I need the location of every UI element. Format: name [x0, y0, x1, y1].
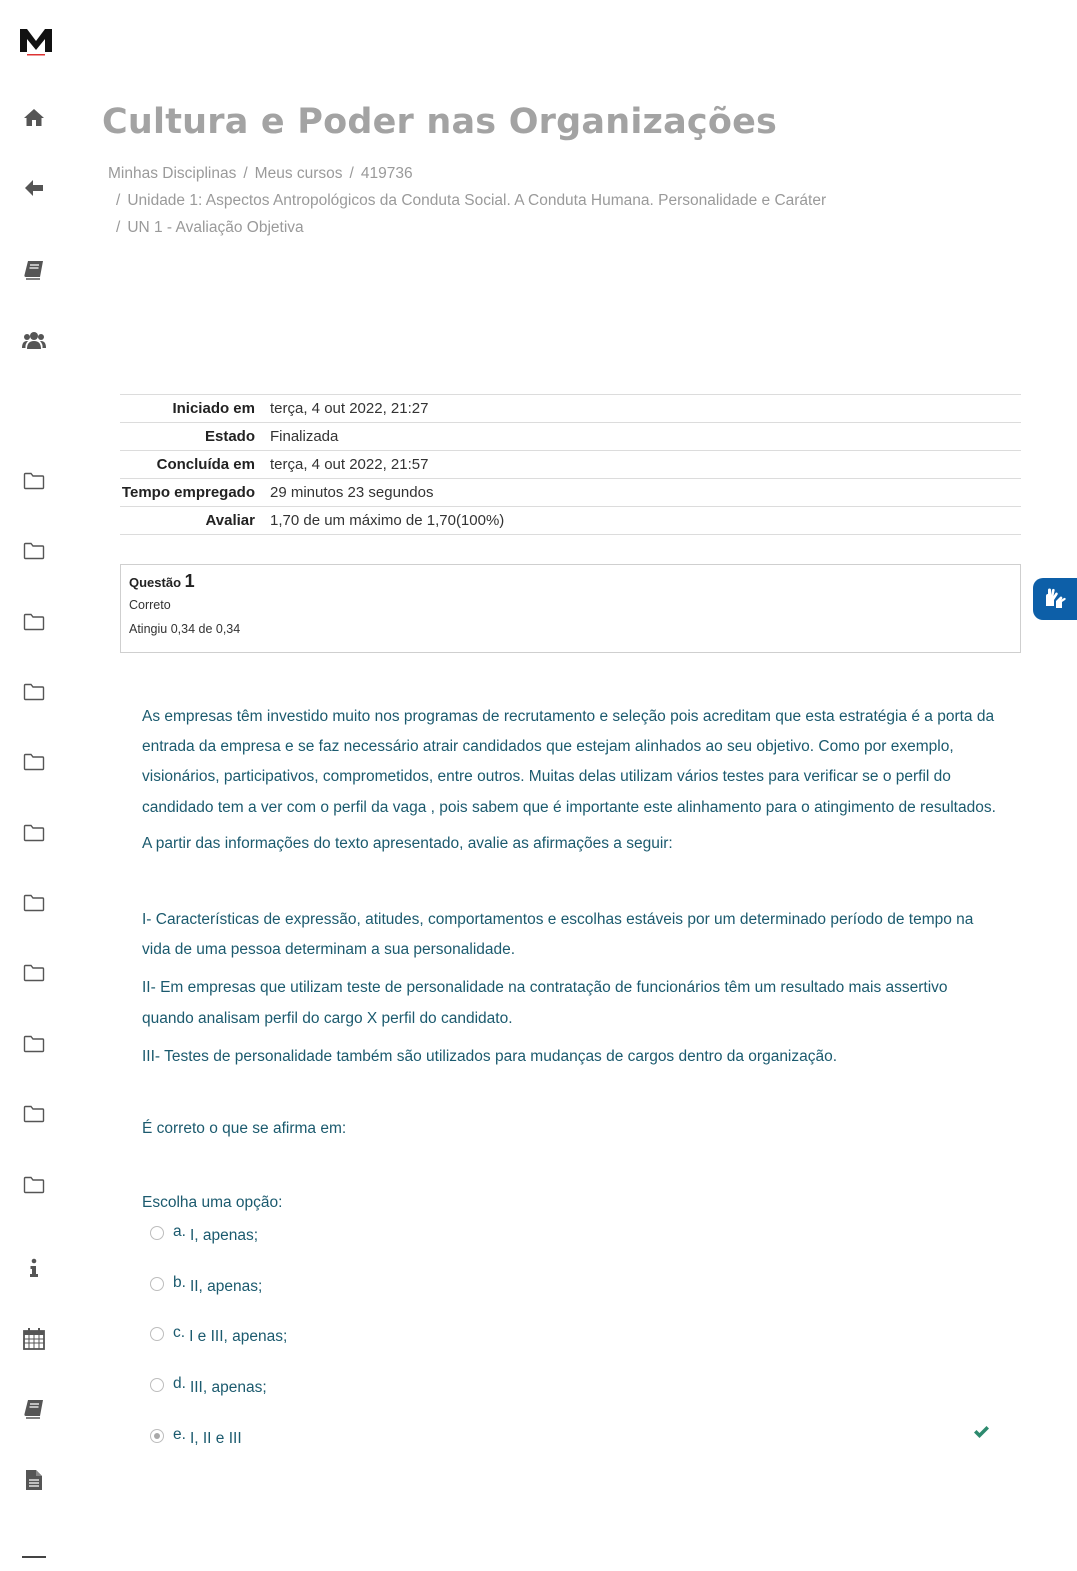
question-text	[142, 702, 1002, 1144]
question-info-box	[120, 564, 1021, 653]
statement-iii: III- Testes de personalidade também são utilizados para mudanças de cargos dentro da organização.	[142, 1047, 838, 1065]
option-letter: d.	[173, 1375, 186, 1392]
folder-icon[interactable]	[22, 892, 46, 914]
option-letter: b.	[173, 1274, 186, 1291]
folder-icon[interactable]	[22, 540, 46, 562]
summary-row-completed	[120, 451, 1021, 479]
summary-value: Finalizada	[270, 428, 339, 445]
option-text: I e III, apenas;	[189, 1328, 288, 1345]
summary-value: 29 minutos 23 segundos	[270, 484, 434, 501]
summary-label: Estado	[204, 428, 255, 445]
breadcrumb-separator: /	[116, 192, 121, 209]
breadcrumb-avaliacao[interactable]: UN 1 - Avaliação Objetiva	[127, 219, 304, 236]
question-number	[129, 571, 1012, 592]
back-arrow-icon[interactable]	[22, 177, 46, 199]
option-text: III, apenas;	[189, 1379, 267, 1396]
summary-row-grade	[120, 507, 1021, 535]
breadcrumb-separator: /	[116, 219, 121, 236]
question-label: Questão	[129, 575, 182, 590]
breadcrumb	[108, 160, 826, 241]
choose-option-label: Escolha uma opção:	[142, 1194, 283, 1211]
radio-button[interactable]	[150, 1378, 164, 1392]
folder-icon[interactable]	[22, 470, 46, 492]
book-icon[interactable]	[22, 259, 46, 281]
statement-i: I- Características de expressão, atitudes, comportamentos e escolhas estáveis por um determinado período de tempo na vida de uma pessoa determinam a sua personalidade.	[142, 911, 974, 959]
folder-icon[interactable]	[22, 751, 46, 773]
summary-row-started	[120, 395, 1021, 423]
answer-option-c[interactable]	[150, 1325, 287, 1349]
radio-button[interactable]	[150, 1226, 164, 1240]
summary-value: 1,70 de um máximo de 1,70(100%)	[270, 512, 505, 529]
brand-logo[interactable]	[19, 26, 53, 56]
file-icon[interactable]	[22, 1469, 46, 1491]
summary-value: terça, 4 out 2022, 21:27	[270, 400, 429, 417]
folder-icon[interactable]	[22, 1033, 46, 1055]
breadcrumb-course-id[interactable]: 419736	[360, 165, 413, 182]
option-letter: e.	[173, 1426, 186, 1443]
radio-button[interactable]	[150, 1277, 164, 1291]
book-icon[interactable]	[22, 1398, 46, 1420]
question-intro: As empresas têm investido muito nos programas de recrutamento e seleção pois acreditam que esta estratégia é a porta da entrada da empresa e se faz necessário atrair candidados que estejam alinhados ao seu objetivo. Como por exemplo, visionários, participativos, comprometidos, entre outros. Muitas delas utilizam vários testes para verificar se o perfil do candidado tem a ver com o perfil da vaga , pois sabem que é importante este alinhamento para o atingimento de resultados.	[142, 708, 996, 816]
question-ask: A partir das informações do texto apresentado, avalie as afirmações a seguir:	[142, 834, 673, 852]
correct-prompt: É correto o que se afirma em:	[142, 1120, 347, 1138]
answer-option-b[interactable]	[150, 1275, 262, 1299]
sidebar	[0, 0, 70, 1571]
sidebar-divider	[22, 1556, 46, 1558]
hands-icon	[1042, 586, 1068, 612]
summary-label: Concluída em	[156, 456, 255, 473]
statement-ii: II- Em empresas que utilizam teste de personalidade na contratação de funcionários têm um resultado mais assertivo quando analisam perfil do cargo X perfil do candidato.	[142, 979, 948, 1027]
summary-label: Iniciado em	[172, 400, 255, 417]
option-text: I, II e III	[189, 1430, 242, 1447]
question-grade: Atingiu 0,34 de 0,34	[129, 622, 241, 636]
option-letter: c.	[173, 1324, 186, 1341]
info-icon[interactable]	[22, 1257, 46, 1279]
option-letter: a.	[173, 1223, 186, 1240]
radio-button[interactable]	[150, 1327, 164, 1341]
question-number-value: 1	[184, 571, 195, 591]
folder-icon[interactable]	[22, 1174, 46, 1196]
attempt-summary-table	[120, 394, 1021, 535]
answer-option-a[interactable]	[150, 1224, 258, 1248]
folder-icon[interactable]	[22, 1103, 46, 1125]
home-icon[interactable]	[22, 106, 46, 128]
correct-check-icon	[973, 1425, 990, 1444]
summary-label: Avaliar	[205, 512, 255, 529]
answer-option-d[interactable]	[150, 1376, 267, 1400]
option-text: II, apenas;	[189, 1278, 263, 1295]
question-state: Correto	[129, 598, 171, 612]
sign-language-accessibility-button[interactable]	[1033, 578, 1077, 620]
breadcrumb-unidade[interactable]: Unidade 1: Aspectos Antropológicos da Conduta Social. A Conduta Humana. Personalidade e Caráter	[127, 192, 827, 209]
folder-icon[interactable]	[22, 822, 46, 844]
radio-button-selected[interactable]	[150, 1429, 164, 1443]
summary-row-time	[120, 479, 1021, 507]
calendar-icon[interactable]	[22, 1328, 46, 1350]
summary-label: Tempo empregado	[121, 484, 255, 501]
summary-value: terça, 4 out 2022, 21:57	[270, 456, 429, 473]
folder-icon[interactable]	[22, 681, 46, 703]
breadcrumb-minhas-disciplinas[interactable]: Minhas Disciplinas	[108, 165, 237, 182]
breadcrumb-separator: /	[349, 165, 354, 182]
breadcrumb-separator: /	[243, 165, 248, 182]
option-text: I, apenas;	[189, 1227, 259, 1244]
breadcrumb-meus-cursos[interactable]: Meus cursos	[254, 165, 343, 182]
folder-icon[interactable]	[22, 962, 46, 984]
folder-icon[interactable]	[22, 611, 46, 633]
users-icon[interactable]	[22, 329, 46, 351]
page-title: Cultura e Poder nas Organizações	[102, 102, 778, 142]
summary-row-state	[120, 423, 1021, 451]
answer-option-e[interactable]	[150, 1427, 242, 1451]
